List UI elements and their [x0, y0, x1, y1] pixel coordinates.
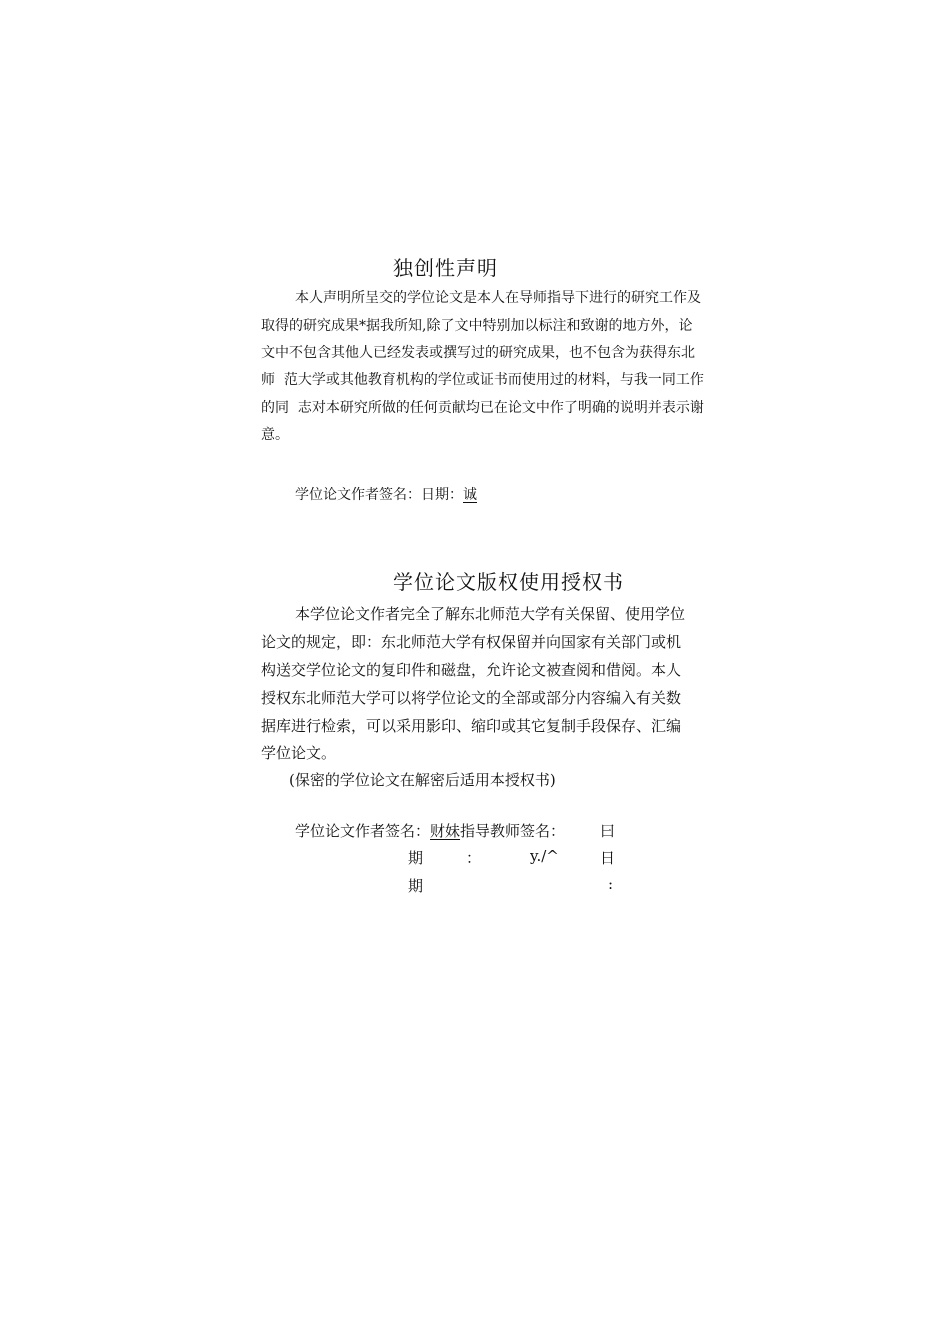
date-char-2: 日 — [600, 849, 616, 867]
author-signature-label: 学位论文作者签名： — [295, 822, 431, 840]
declaration-line-4 — [261, 369, 713, 389]
date2-label: 期 — [408, 877, 424, 895]
authorization-line-2-text: 论文的规定，即：东北师范大学有权保留并向国家有关部门或机 — [261, 633, 682, 651]
declaration-line-6: 意。 — [261, 427, 289, 443]
author-signature-value: 财妹 — [430, 822, 461, 840]
date-char-1: 曰 — [600, 822, 616, 840]
authorization-line-4 — [261, 687, 713, 707]
declaration-title: 独创性声明 — [393, 256, 498, 280]
authorization-title: 学位论文版权使用授权书 — [393, 570, 624, 594]
authorization-line-1: 本学位论文作者完全了解东北师范大学有关保留、使用学位 — [295, 605, 686, 623]
authorization-signature-row — [295, 820, 565, 841]
declaration-line-3 — [261, 342, 713, 362]
declaration-signature-label: 学位论文作者签名：日期： — [295, 487, 463, 503]
authorization-line-6: 学位论文。 — [261, 744, 337, 762]
date1-colon: ： — [466, 849, 482, 867]
authorization-line-4-text: 授权东北师范大学可以将学位论文的全部或部分内容编入有关数 — [261, 689, 682, 707]
authorization-line-5-text: 据库进行检索，可以采用影印、缩印或其它复制手段保存、汇编 — [261, 717, 682, 735]
date1-label: 期 — [408, 849, 424, 867]
declaration-line-1: 本人声明所呈交的学位论文是本人在导师指导下进行的研究工作及 — [295, 290, 701, 306]
declaration-line-5-text: 的同 志对本研究所做的任何贡献均已在论文中作了明确的说明并表示谢 — [261, 400, 704, 416]
declaration-line-3-text: 文中不包含其他人已经发表或撰写过的研究成果，也不包含为获得东北 — [261, 345, 695, 361]
date2-colon: : — [608, 875, 614, 893]
authorization-note: (保密的学位论文在解密后适用本授权书) — [289, 771, 556, 789]
date1-value: y./^ — [530, 847, 559, 865]
declaration-signature-row — [295, 484, 477, 504]
declaration-line-2 — [261, 315, 713, 335]
declaration-signature-value: 诚 — [463, 487, 477, 503]
authorization-line-3 — [261, 659, 713, 679]
declaration-line-2-text: 取得的研究成果*据我所知,除了文中特别加以标注和致谢的地方外，论 — [261, 318, 693, 334]
authorization-line-5 — [261, 715, 713, 735]
authorization-line-2 — [261, 631, 713, 651]
advisor-signature-label: 指导教师签名： — [460, 822, 566, 840]
declaration-line-4-text: 师 范大学或其他教育机构的学位或证书而使用过的材料，与我一同工作 — [261, 372, 704, 388]
declaration-line-5 — [261, 397, 713, 417]
authorization-line-3-text: 构送交学位论文的复印件和磁盘，允许论文被查阅和借阅。本人 — [261, 661, 682, 679]
